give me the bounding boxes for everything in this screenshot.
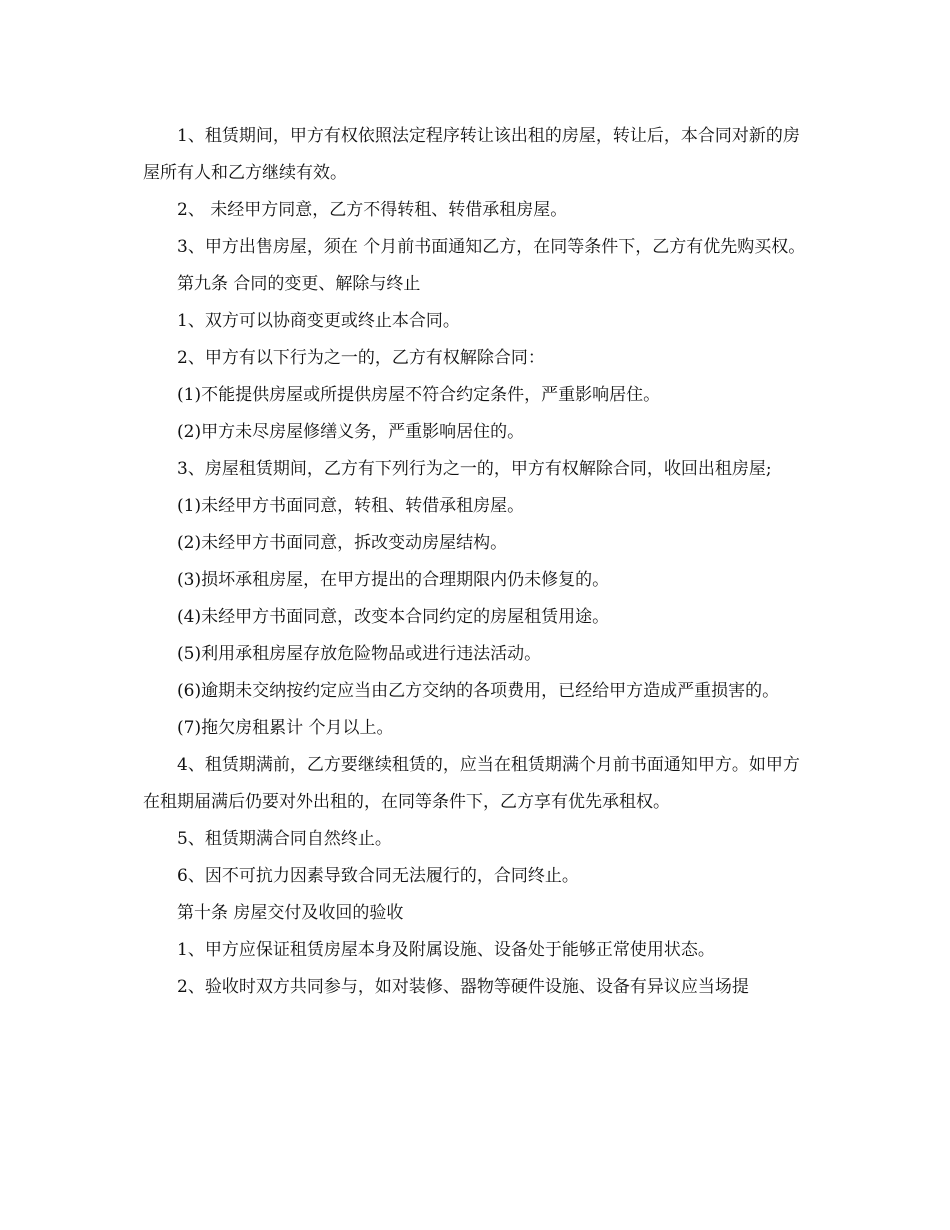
clause-9-item-6: 6、因不可抗力因素导致合同无法履行的，合同终止。 <box>177 866 579 886</box>
clause-10-item-1: 1、甲方应保证租赁房屋本身及附属设施、设备处于能够正常使用状态。 <box>177 940 715 960</box>
clause-9-item-2: 2、甲方有以下行为之一的，乙方有权解除合同： <box>177 348 545 368</box>
clause-9-item-3-sub-7: (7)拖欠房租累计 个月以上。 <box>177 718 394 738</box>
clause-8-item-3: 3、甲方出售房屋，须在 个月前书面通知乙方，在同等条件下，乙方有优先购买权。 <box>177 237 806 257</box>
clause-9-item-3-sub-2: (2)未经甲方书面同意，拆改变动房屋结构。 <box>177 533 508 553</box>
clause-9-item-3-sub-5: (5)利用承租房屋存放危险物品或进行违法活动。 <box>177 644 542 664</box>
clause-9-item-4: 4、租赁期满前，乙方要继续租赁的，应当在租赁期满个月前书面通知甲方。如甲方在租期届满后仍要对外出租的，在同等条件下，乙方享有优先承租权。 <box>143 755 800 812</box>
clause-9-heading: 第九条 合同的变更、解除与终止 <box>177 274 421 294</box>
clause-10-heading: 第十条 房屋交付及收回的验收 <box>177 903 404 923</box>
clause-9-item-2-sub-2: (2)甲方未尽房屋修缮义务，严重影响居住的。 <box>177 422 525 442</box>
clause-9-item-3-sub-6: (6)逾期未交纳按约定应当由乙方交纳的各项费用，已经给甲方造成严重损害的。 <box>177 681 780 701</box>
clause-9-item-5: 5、租赁期满合同自然终止。 <box>177 829 392 849</box>
clause-8-item-1: 1、租赁期间，甲方有权依照法定程序转让该出租的房屋，转让后，本合同对新的房屋所有人和乙方继续有效。 <box>143 126 800 183</box>
clause-9-item-3: 3、房屋租赁期间，乙方有下列行为之一的，甲方有权解除合同，收回出租房屋; <box>177 459 772 479</box>
clause-9-item-3-sub-1: (1)未经甲方书面同意，转租、转借承租房屋。 <box>177 496 525 516</box>
clause-9-item-1: 1、双方可以协商变更或终止本合同。 <box>177 311 460 331</box>
clause-8-item-2: 2、 未经甲方同意，乙方不得转租、转借承租房屋。 <box>177 200 568 220</box>
document-body <box>143 118 808 1006</box>
clause-10-item-2: 2、验收时双方共同参与，如对装修、器物等硬件设施、设备有异议应当场提 <box>177 977 749 997</box>
clause-9-item-3-sub-3: (3)损坏承租房屋，在甲方提出的合理期限内仍未修复的。 <box>177 570 610 590</box>
clause-9-item-3-sub-4: (4)未经甲方书面同意，改变本合同约定的房屋租赁用途。 <box>177 607 610 627</box>
clause-9-item-2-sub-1: (1)不能提供房屋或所提供房屋不符合约定条件，严重影响居住。 <box>177 385 661 405</box>
